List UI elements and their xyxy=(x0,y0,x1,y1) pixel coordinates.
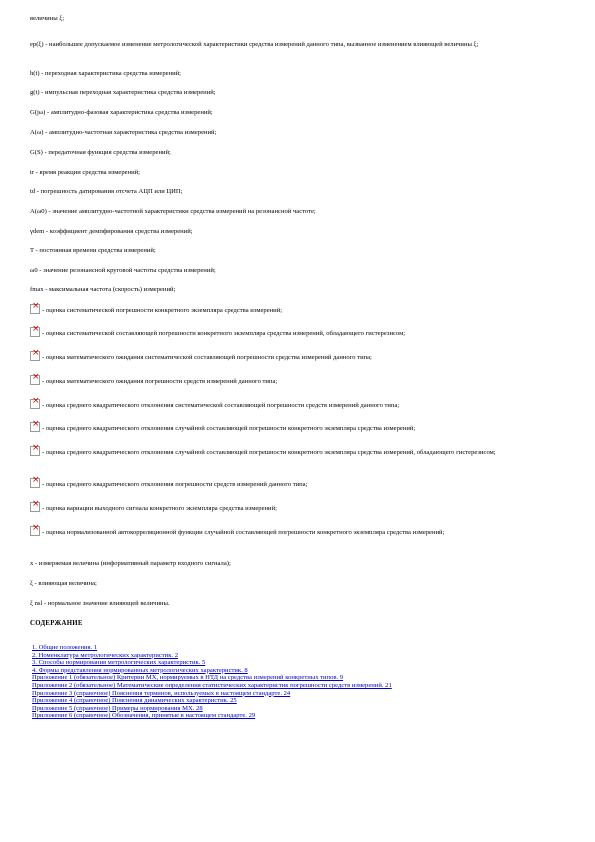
estimate-line: ×- оценка вариации выходного сигнала конкретного экземпляра средства измерений; xyxy=(30,502,570,513)
definition-line: x - измеряемая величина (информативный параметр входного сигнала); xyxy=(30,560,231,567)
table-of-contents xyxy=(32,644,552,720)
broken-image-icon xyxy=(30,478,40,488)
toc-link[interactable]: 3. Способы нормирования метрологических характеристик. 5 xyxy=(32,659,206,667)
estimate-line: ×- оценка среднего квадратического отклонения случайной составляющей погрешности конкретного экземпляра средства измерений; xyxy=(30,422,570,433)
broken-image-icon xyxy=(30,304,40,314)
estimate-line: ×- оценка систематической погрешности конкретного экземпляра средства измерений; xyxy=(30,304,570,315)
definition-line: h(t) - переходная характеристика средства измерений; xyxy=(30,70,181,77)
definition-line: ξ nsl - нормальное значение влияющей величины. xyxy=(30,600,170,607)
toc-link[interactable]: 4. Формы представления нормированных метрологических характеристик. 8 xyxy=(32,666,248,674)
broken-image-icon xyxy=(30,375,40,385)
definition-line: A(ω) - амплитудно-частотная характеристика средства измерений; xyxy=(30,129,217,136)
definition-line: G(S) - передаточная функция средства измерений; xyxy=(30,149,171,156)
estimate-line: ×- оценка среднего квадратического отклонения случайной составляющей погрешности конкретного экземпляра средства измерений, обладающего гистерезисом; xyxy=(30,446,570,457)
estimate-line: ×- оценка математического ожидания систематической составляющей погрешности средства измерений данного типа; xyxy=(30,351,570,362)
toc-link[interactable]: Приложение 1 (обязательное) Критерии МХ, нормируемых в НТД на средства измерений конкретных типов. 9 xyxy=(32,674,344,682)
contents-heading: СОДЕРЖАНИЕ xyxy=(30,620,83,627)
toc-link[interactable]: 2. Номенклатура метрологических характеристик. 2 xyxy=(32,651,179,659)
toc-link[interactable]: Приложение 4 (справочное) Пояснения динамических характеристик. 25 xyxy=(32,697,237,705)
toc-link[interactable]: Приложение 5 (справочное) Примеры нормирования МХ. 28 xyxy=(32,704,203,712)
broken-image-icon xyxy=(30,422,40,432)
broken-image-icon xyxy=(30,399,40,409)
broken-image-icon xyxy=(30,446,40,456)
definition-line: fmax - максимальная частота (скорость) измерений; xyxy=(30,286,176,293)
toc-link[interactable]: Приложение 6 (справочное) Обозначения, принятые в настоящем стандарте. 29 xyxy=(32,712,256,720)
definition-line: G(jω) - амплитудно-фазовая характеристика средства измерений; xyxy=(30,109,213,116)
definition-line: tr - время реакции средства измерений; xyxy=(30,169,140,176)
definition-line: величины ξ; xyxy=(30,15,65,22)
toc-link[interactable]: Приложение 3 (справочное) Пояснения терминов, используемых в настоящем стандарте. 24 xyxy=(32,689,291,697)
definition-line: ξ - влияющая величина; xyxy=(30,580,97,587)
estimate-line: ×- оценка математического ожидания погрешности средств измерений данного типа; xyxy=(30,375,570,386)
broken-image-icon xyxy=(30,327,40,337)
estimate-line: ×- оценка систематической составляющей погрешности конкретного экземпляра средства измерений, обладающего гистерезисом; xyxy=(30,327,570,338)
estimate-line: ×- оценка нормализованной автокорреляционной функции случайной составляющей погрешности конкретного экземпляра средства измерений; xyxy=(30,526,570,537)
definition-line: ep(ξ) - наибольшее допускаемое изменение метрологической характеристики средства измерений данного типа, вызванное изменением влияющей величины ξ; xyxy=(30,41,479,48)
definition-line: td - погрешность датирования отсчета АЦП или ЦИП; xyxy=(30,188,183,195)
definition-line: A(ω0) - значение амплитудно-частотной характеристики средства измерений на резонансной частоте; xyxy=(30,208,316,215)
toc-link[interactable]: 1. Общие положения. 1 xyxy=(32,644,98,651)
broken-image-icon xyxy=(30,526,40,536)
definition-line: γdem - коэффициент демпфирования средства измерений; xyxy=(30,228,193,235)
definition-line: ω0 - значение резонансной круговой частоты средства измерений; xyxy=(30,267,216,274)
toc-link[interactable]: Приложение 2 (обязательное) Математические определения статистических характеристик погрешности средств измерений. 21 xyxy=(32,681,392,689)
definition-line: T - постоянная времени средства измерений; xyxy=(30,247,156,254)
estimate-line: ×- оценка среднего квадратического отклонения систематической составляющей погрешности средств измерений данного типа; xyxy=(30,399,570,410)
estimate-line: ×- оценка среднего квадратического отклонения погрешности средств измерений данного типа; xyxy=(30,478,570,489)
broken-image-icon xyxy=(30,502,40,512)
definition-line: g(t) - импульсная переходная характеристика средства измерений; xyxy=(30,89,216,96)
broken-image-icon xyxy=(30,351,40,361)
